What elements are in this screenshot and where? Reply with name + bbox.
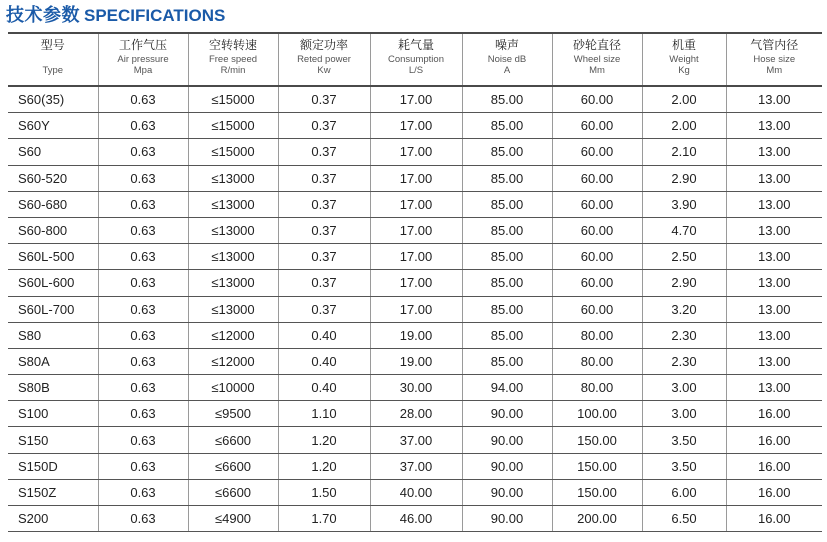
value-cell: ≤6600	[188, 479, 278, 505]
table-row	[8, 401, 822, 427]
value-cell: 0.37	[278, 86, 370, 113]
value-cell: 13.00	[726, 348, 822, 374]
value-cell: ≤15000	[188, 139, 278, 165]
value-cell: ≤13000	[188, 191, 278, 217]
value-cell: 90.00	[462, 401, 552, 427]
table-row	[8, 270, 822, 296]
value-cell: 85.00	[462, 296, 552, 322]
value-cell: 0.63	[98, 375, 188, 401]
table-body	[8, 86, 822, 532]
value-cell: 17.00	[370, 244, 462, 270]
value-cell: 80.00	[552, 322, 642, 348]
column-header: 耗气量 Consumption L/S	[370, 33, 462, 86]
value-cell: 2.10	[642, 139, 726, 165]
value-cell: 60.00	[552, 296, 642, 322]
value-cell: 85.00	[462, 217, 552, 243]
value-cell: 100.00	[552, 401, 642, 427]
value-cell: 0.63	[98, 270, 188, 296]
table-row	[8, 296, 822, 322]
value-cell: 94.00	[462, 375, 552, 401]
value-cell: 19.00	[370, 348, 462, 374]
value-cell: 2.30	[642, 322, 726, 348]
value-cell: 0.63	[98, 165, 188, 191]
value-cell: 0.63	[98, 244, 188, 270]
column-header: 空转转速 Free speed R/min	[188, 33, 278, 86]
value-cell: 0.63	[98, 322, 188, 348]
column-header: 噪声 Noise dB A	[462, 33, 552, 86]
value-cell: 90.00	[462, 479, 552, 505]
value-cell: 90.00	[462, 453, 552, 479]
value-cell: 150.00	[552, 453, 642, 479]
value-cell: 17.00	[370, 86, 462, 113]
value-cell: 2.90	[642, 165, 726, 191]
value-cell: 13.00	[726, 86, 822, 113]
table-row	[8, 165, 822, 191]
model-cell: S60	[8, 139, 98, 165]
table-row	[8, 375, 822, 401]
model-cell: S150D	[8, 453, 98, 479]
value-cell: 60.00	[552, 270, 642, 296]
value-cell: 80.00	[552, 348, 642, 374]
model-cell: S60-680	[8, 191, 98, 217]
value-cell: 200.00	[552, 506, 642, 532]
value-cell: 13.00	[726, 113, 822, 139]
value-cell: 0.37	[278, 217, 370, 243]
value-cell: 0.37	[278, 191, 370, 217]
value-cell: 16.00	[726, 453, 822, 479]
value-cell: 85.00	[462, 348, 552, 374]
value-cell: 1.70	[278, 506, 370, 532]
value-cell: 150.00	[552, 479, 642, 505]
value-cell: ≤6600	[188, 453, 278, 479]
table-row	[8, 244, 822, 270]
value-cell: 30.00	[370, 375, 462, 401]
value-cell: 13.00	[726, 375, 822, 401]
value-cell: 37.00	[370, 427, 462, 453]
model-cell: S60-800	[8, 217, 98, 243]
value-cell: 1.20	[278, 453, 370, 479]
spec-table	[8, 32, 822, 532]
value-cell: 60.00	[552, 139, 642, 165]
value-cell: 0.63	[98, 296, 188, 322]
value-cell: 0.63	[98, 506, 188, 532]
value-cell: ≤9500	[188, 401, 278, 427]
value-cell: 0.37	[278, 244, 370, 270]
table-row	[8, 453, 822, 479]
value-cell: 60.00	[552, 165, 642, 191]
column-header: 额定功率 Reted power Kw	[278, 33, 370, 86]
value-cell: ≤15000	[188, 86, 278, 113]
table-row	[8, 191, 822, 217]
value-cell: 60.00	[552, 86, 642, 113]
value-cell: 6.50	[642, 506, 726, 532]
title-en: SPECIFICATIONS	[84, 6, 226, 25]
value-cell: 2.50	[642, 244, 726, 270]
value-cell: 0.63	[98, 191, 188, 217]
value-cell: 17.00	[370, 191, 462, 217]
value-cell: 13.00	[726, 322, 822, 348]
table-row	[8, 217, 822, 243]
column-header: 砂轮直径 Wheel size Mm	[552, 33, 642, 86]
value-cell: 16.00	[726, 506, 822, 532]
value-cell: 13.00	[726, 296, 822, 322]
model-cell: S80	[8, 322, 98, 348]
value-cell: 0.63	[98, 427, 188, 453]
value-cell: ≤15000	[188, 113, 278, 139]
value-cell: 85.00	[462, 322, 552, 348]
value-cell: 17.00	[370, 113, 462, 139]
value-cell: 1.10	[278, 401, 370, 427]
value-cell: 0.37	[278, 270, 370, 296]
model-cell: S60-520	[8, 165, 98, 191]
value-cell: ≤13000	[188, 270, 278, 296]
value-cell: 2.00	[642, 86, 726, 113]
model-cell: S150Z	[8, 479, 98, 505]
value-cell: 16.00	[726, 401, 822, 427]
value-cell: 85.00	[462, 86, 552, 113]
table-row	[8, 427, 822, 453]
value-cell: 1.20	[278, 427, 370, 453]
value-cell: 0.40	[278, 375, 370, 401]
value-cell: ≤10000	[188, 375, 278, 401]
value-cell: 85.00	[462, 191, 552, 217]
model-cell: S60Y	[8, 113, 98, 139]
value-cell: ≤12000	[188, 322, 278, 348]
value-cell: 2.00	[642, 113, 726, 139]
table-row	[8, 113, 822, 139]
value-cell: 13.00	[726, 191, 822, 217]
value-cell: ≤6600	[188, 427, 278, 453]
value-cell: 85.00	[462, 165, 552, 191]
value-cell: ≤13000	[188, 296, 278, 322]
value-cell: 60.00	[552, 191, 642, 217]
table-row	[8, 139, 822, 165]
column-header: 工作气压 Air pressure Mpa	[98, 33, 188, 86]
table-row	[8, 479, 822, 505]
value-cell: 3.20	[642, 296, 726, 322]
table-row	[8, 348, 822, 374]
value-cell: ≤12000	[188, 348, 278, 374]
value-cell: 0.37	[278, 165, 370, 191]
value-cell: 0.37	[278, 113, 370, 139]
model-cell: S80A	[8, 348, 98, 374]
value-cell: 13.00	[726, 165, 822, 191]
value-cell: 19.00	[370, 322, 462, 348]
table-row	[8, 322, 822, 348]
value-cell: 0.37	[278, 296, 370, 322]
value-cell: 0.63	[98, 86, 188, 113]
value-cell: 4.70	[642, 217, 726, 243]
value-cell: 0.63	[98, 348, 188, 374]
value-cell: 17.00	[370, 165, 462, 191]
value-cell: ≤13000	[188, 217, 278, 243]
value-cell: 0.63	[98, 217, 188, 243]
value-cell: 17.00	[370, 139, 462, 165]
value-cell: 0.63	[98, 113, 188, 139]
model-cell: S60L-500	[8, 244, 98, 270]
value-cell: 3.50	[642, 453, 726, 479]
column-header: 型号 Type	[8, 33, 98, 86]
value-cell: 0.63	[98, 139, 188, 165]
value-cell: 13.00	[726, 139, 822, 165]
value-cell: 46.00	[370, 506, 462, 532]
value-cell: 3.50	[642, 427, 726, 453]
value-cell: 17.00	[370, 296, 462, 322]
value-cell: 13.00	[726, 217, 822, 243]
column-header: 气管内径 Hose size Mm	[726, 33, 822, 86]
value-cell: 3.90	[642, 191, 726, 217]
value-cell: 0.63	[98, 401, 188, 427]
value-cell: 0.37	[278, 139, 370, 165]
value-cell: 80.00	[552, 375, 642, 401]
table-row	[8, 506, 822, 532]
value-cell: 3.00	[642, 401, 726, 427]
column-header: 机重 Weight Kg	[642, 33, 726, 86]
value-cell: 85.00	[462, 244, 552, 270]
value-cell: ≤4900	[188, 506, 278, 532]
value-cell: 0.40	[278, 348, 370, 374]
value-cell: 2.90	[642, 270, 726, 296]
value-cell: 60.00	[552, 217, 642, 243]
value-cell: 0.63	[98, 453, 188, 479]
value-cell: 60.00	[552, 113, 642, 139]
model-cell: S80B	[8, 375, 98, 401]
title-cn: 技术参数	[6, 5, 80, 26]
page-title	[6, 3, 225, 29]
header-row	[8, 33, 822, 86]
model-cell: S200	[8, 506, 98, 532]
value-cell: 150.00	[552, 427, 642, 453]
value-cell: 3.00	[642, 375, 726, 401]
value-cell: 0.40	[278, 322, 370, 348]
model-cell: S60L-700	[8, 296, 98, 322]
model-cell: S60(35)	[8, 86, 98, 113]
model-cell: S150	[8, 427, 98, 453]
value-cell: 28.00	[370, 401, 462, 427]
value-cell: 16.00	[726, 479, 822, 505]
value-cell: 60.00	[552, 244, 642, 270]
table-row	[8, 86, 822, 113]
value-cell: 6.00	[642, 479, 726, 505]
value-cell: 85.00	[462, 139, 552, 165]
value-cell: ≤13000	[188, 244, 278, 270]
value-cell: 85.00	[462, 270, 552, 296]
value-cell: 2.30	[642, 348, 726, 374]
value-cell: 17.00	[370, 217, 462, 243]
value-cell: 16.00	[726, 427, 822, 453]
value-cell: 90.00	[462, 506, 552, 532]
value-cell: 40.00	[370, 479, 462, 505]
model-cell: S100	[8, 401, 98, 427]
value-cell: 17.00	[370, 270, 462, 296]
value-cell: 13.00	[726, 244, 822, 270]
model-cell: S60L-600	[8, 270, 98, 296]
value-cell: 0.63	[98, 479, 188, 505]
value-cell: 90.00	[462, 427, 552, 453]
value-cell: 37.00	[370, 453, 462, 479]
value-cell: 1.50	[278, 479, 370, 505]
value-cell: 13.00	[726, 270, 822, 296]
value-cell: ≤13000	[188, 165, 278, 191]
value-cell: 85.00	[462, 113, 552, 139]
